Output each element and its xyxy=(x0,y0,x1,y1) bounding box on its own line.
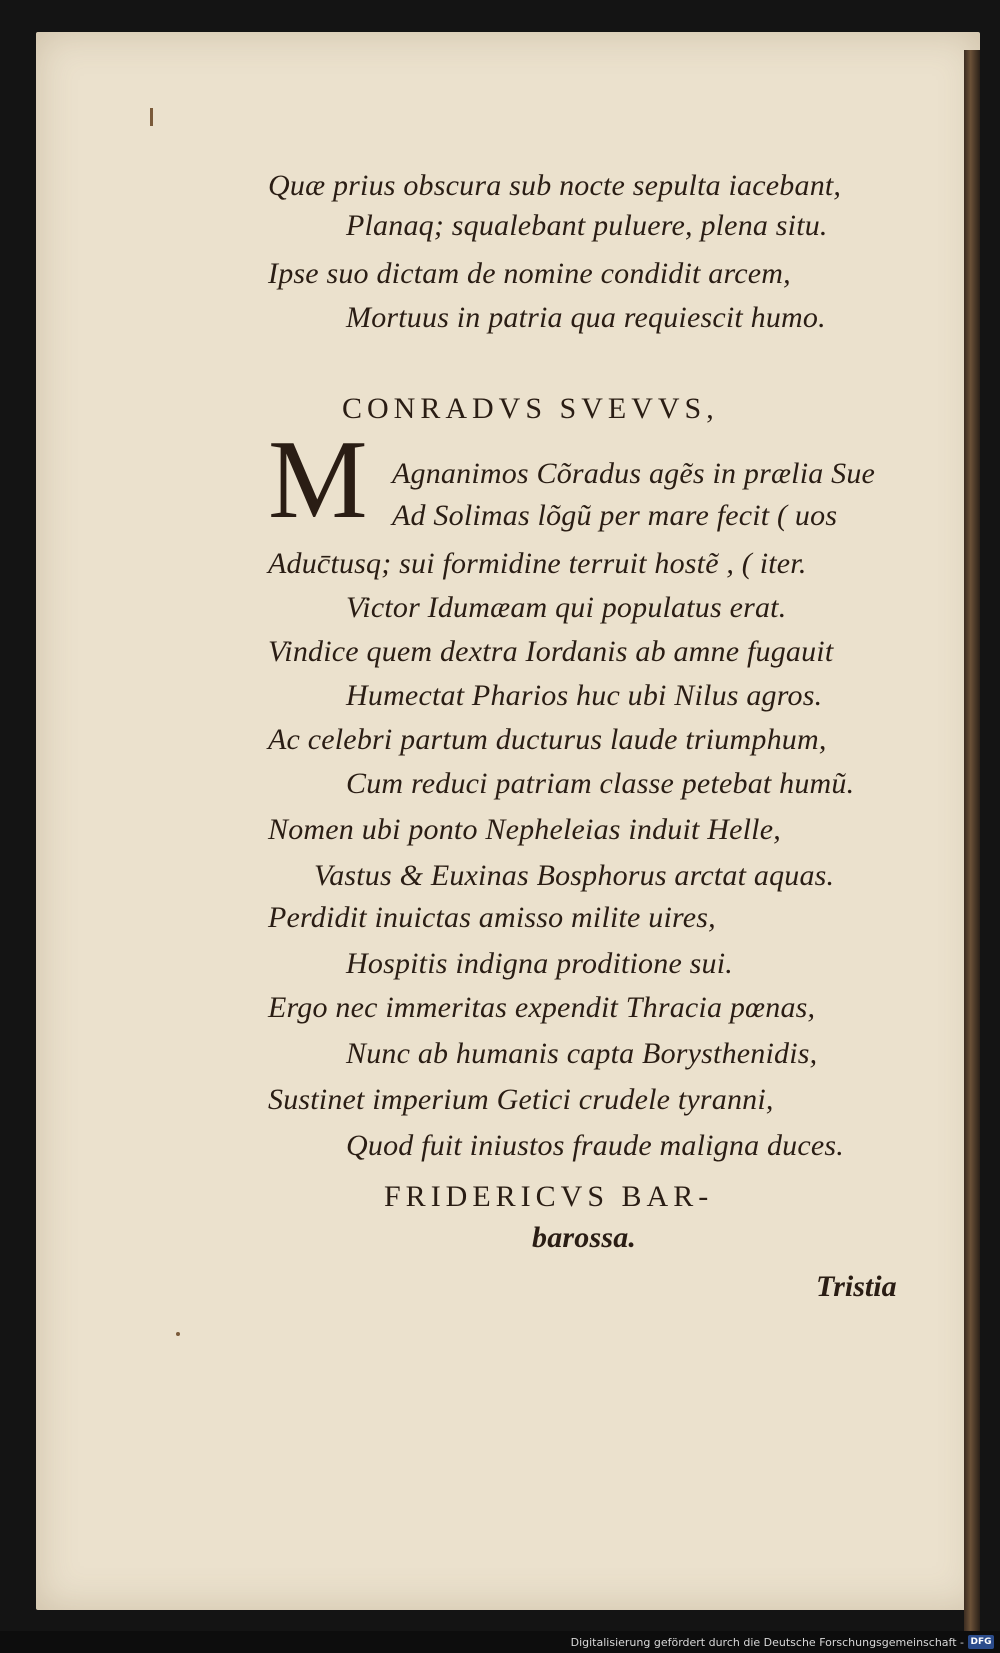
verse-line: Planaq; squalebant puluere, plena situ. xyxy=(346,209,828,242)
catchword: Tristia xyxy=(816,1270,897,1303)
verse-line: Aduc̄tusq; sui formidine terruit hostẽ , ( iter. xyxy=(268,547,807,580)
verse-line: Perdidit inuictas amisso milite uires, xyxy=(268,901,716,934)
verse-line: Ad Solimas lõgũ per mare fecit ( uos xyxy=(392,499,838,532)
verse-line: Quæ prius obscura sub nocte sepulta iacebant, xyxy=(268,169,842,202)
verse-line: Nomen ubi ponto Nepheleias induit Helle, xyxy=(268,813,781,846)
verse-line: Nunc ab humanis capta Borysthenidis, xyxy=(346,1037,818,1070)
verse-line: Mortuus in patria qua requiescit humo. xyxy=(346,301,826,334)
footer-bar xyxy=(0,1631,1000,1653)
dfg-logo: DFG xyxy=(968,1635,994,1649)
verse-line: Cum reduci patriam classe petebat humũ. xyxy=(346,767,855,800)
section-heading: CONRADVS SVEVVS, xyxy=(342,392,719,425)
next-section-heading: FRIDERICVS BAR- xyxy=(384,1180,714,1213)
verse-line: Ergo nec immeritas expendit Thracia pœnas, xyxy=(268,991,816,1024)
verse-line: Agnanimos Cõradus agẽs in prælia Sue xyxy=(392,457,876,490)
verse-line: Humectat Pharios huc ubi Nilus agros. xyxy=(346,679,823,712)
verse-line: Vindice quem dextra Iordanis ab amne fugauit xyxy=(268,635,834,668)
footer-credit: Digitalisierung gefördert durch die Deutsche Forschungsgemeinschaft - xyxy=(570,1636,964,1649)
verse-line: Sustinet imperium Getici crudele tyranni, xyxy=(268,1083,774,1116)
verse-line: Ac celebri partum ducturus laude triumphum, xyxy=(268,723,827,756)
verse-line: Ipse suo dictam de nomine condidit arcem, xyxy=(268,257,791,290)
verse-line: Quod fuit iniustos fraude maligna duces. xyxy=(346,1129,844,1162)
drop-cap: M xyxy=(268,418,368,542)
next-section-heading-continuation: barossa. xyxy=(532,1221,637,1254)
verse-line: Hospitis indigna proditione sui. xyxy=(346,947,733,980)
verse-line: Vastus & Euxinas Bosphorus arctat aquas. xyxy=(314,859,835,892)
verse-line: Victor Idumæam qui populatus erat. xyxy=(346,591,787,624)
